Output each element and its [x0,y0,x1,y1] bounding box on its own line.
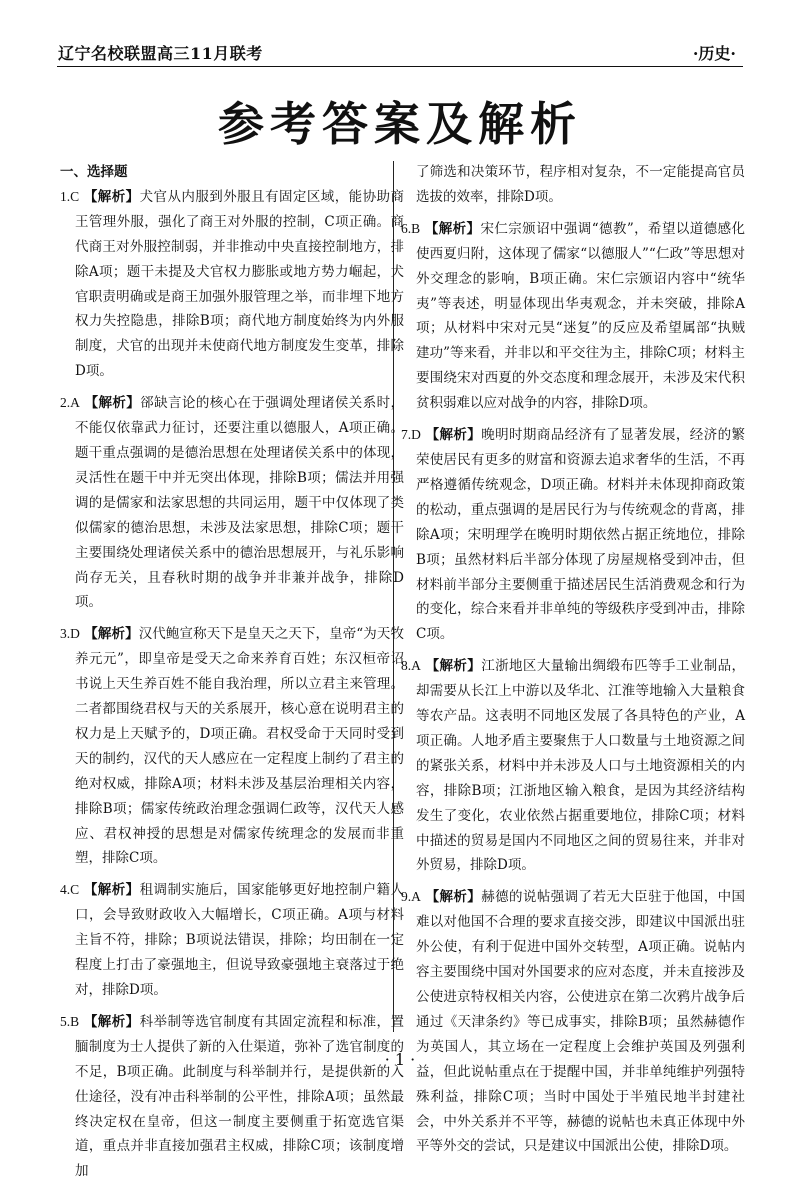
section-title: 一、选择题 [60,164,128,180]
analysis-tag: 【解析】 [425,889,482,906]
answer-text: 租调制实施后，国家能够更好地控制户籍人口，会导致财政收入大幅增长，C项正确。A项与材料主旨不符，排除；B项说法错误，排除；均田制在一定程度上打击了豪强地主，但说导致豪强地主衰落过于绝对，排除D项。 [75,882,404,998]
answer-text: 郤缺言论的核心在于强调处理诸侯关系时，不能仅依靠武力征讨，还要注重以德服人，A项正确。题干重点强调的是德治思想在处理诸侯关系中的体现，灵活性在题干中并无突出体现，排除B项；儒法并用强调的是儒家和法家思想的共同运用，题干中仅体现了类似儒家的德治思想，未涉及法家思想，排除C项；题干主要围绕处理诸侯关系中的德治思想展开，与礼乐影响尚存无关，且春秋时期的战争并非兼并战争，排除D项。 [75,395,405,611]
answer-item [401,217,745,416]
left-column [60,160,404,1191]
answer-text: 赫德的说帖强调了若无大臣驻于他国，中国难以对他国不合理的要求直接交涉，即建议中国派出驻外公使，有利于促进中国外交转型，A项正确。说帖内容主要围绕中国对外国要求的应对态度，并未直接涉及公使进京特权相关内容，公使进京在第二次鸦片战争后通过《天津条约》等已成事实，排除B项；虽然赫德作为英国人，其立场在一定程度上会维护英国及列强利益，但此说帖重点在于提醒中国，并非单纯维护列强特殊利益，排除C项；当时中国处于半殖民地半封建社会，中外关系并不平等，赫德的说帖也未真正体现中外平等外交的尝试，只是建议中国派出公使，排除D项。 [416,889,746,1155]
answer-label: 7.D [401,427,421,443]
answer-label: 6.B [401,220,421,236]
answer-text: 宋仁宗颁诏中强调“德教”，希望以道德感化使西夏归附，这体现了儒家“以德服人”“仁政”等思想对外交理念的影响，B项正确。宋仁宗颁诏内容中“统华夷”等表述，明显体现出华夷观念，并未突破，排除A项；从材料中宋对元昊“迷复”的反应及希望属部“执贼建功”等来看，并非以和平交往为主，排除C项；材料主要围绕宋对西夏的外交态度和理念展开，未涉及宋代积贫积弱难以应对战争的内容，排除D项。 [416,220,745,412]
answer-text: 科举制等选官制度有其固定流程和标准，置腼制度为士人提供了新的入仕渠道，弥补了选官制度的不足，B项正确。此制度与科举制并行，是提供新的入仕途径，没有冲击科举制的公平性，排除A项；虽然最终决定权在皇帝，但这一制度主要侧重于拓宽选官渠道，重点并非直接加强君主权威，排除C项；该制度增加 [75,1013,404,1180]
header-exam-title: 辽宁名校联盟高三11月联考 [58,44,263,63]
answer-label: 3.D [60,626,80,642]
answer-continuation: 了筛选和决策环节，程序相对复杂，不一定能提高官员选拔的效率，排除D项。 [416,164,745,205]
page-number: · 1 · [384,1050,416,1069]
answer-text: 汉代鲍宣称天下是皇天之天下，皇帝“为天牧养元元”，即皇帝是受天之命来养育百姓；东汉桓帝诏书说上天生养百姓不能自我治理，所以立君主来管理。二者都围绕君权与天的关系展开，核心意在说明君主的权力是上天赋予的，D项正确。君权受命于天同时受到天的制约，汉代的天人感应在一定程度上制约了君主的绝对权威，排除A项；材料未涉及基层治理相关内容，排除B项；儒家传统政治理念强调仁政等，汉代天人感应、君权神授的思想是对儒家传统理念的发展而非重塑，排除C项。 [75,626,405,867]
answer-text: 犬官从内服到外服且有固定区域，能协助商王管理外服，强化了商王对外服的控制，C项正确。商代商王对外服控制弱，并非推动中央直接控制地方，排除A项；题干未提及犬官权力膨胀或地方势力崛起，犬官职责明确或是商王加强外服管理之举，而非埋下地方权力失控隐患，排除B项；商代地方制度始终为内外服制度，犬官的出现并未使商代地方制度发生变革，排除D项。 [75,188,404,380]
analysis-tag: 【解析】 [425,658,482,675]
analysis-tag: 【解析】 [83,188,140,205]
answer-item [60,391,404,615]
answer-item [401,654,745,878]
right-column [401,160,745,1166]
answer-item [401,885,745,1159]
analysis-tag: 【解析】 [84,626,139,643]
answer-label: 9.A [401,889,421,905]
left-items [60,185,404,1184]
answer-item [401,423,745,647]
answer-item [60,622,404,871]
analysis-tag: 【解析】 [424,220,481,237]
answer-item [60,1010,404,1184]
answer-item [60,185,404,384]
answer-label: 2.A [60,395,80,411]
header-subject: ·历史· [692,44,736,63]
analysis-tag: 【解析】 [83,882,140,899]
analysis-tag: 【解析】 [83,1013,140,1030]
answer-text: 晚明时期商品经济有了显著发展，经济的繁荣使居民有更多的财富和资源去追求奢华的生活，不再严格遵循传统观念，D项正确。材料并未体现抑商政策的松动，重点强调的是居民行为与传统观念的背离，排除A项；宋明理学在晚明时期依然占据正统地位，排除B项；虽然材料后半部分体现了房屋规格受到冲击，但材料前半部分主要侧重于描述居民生活消费观念和行为的变化，综合来看并非单纯的等级秩序受到冲击，排除C项。 [416,427,746,643]
analysis-tag: 【解析】 [84,395,141,412]
answer-text: 江浙地区大量输出绸缎布匹等手工业制品，却需要从长江上中游以及华北、江淮等地输入大量粮食等农产品。这表明不同地区发展了各具特色的产业，A项正确。人地矛盾主要聚焦于人口数量与土地资源之间的紧张关系，材料中并未涉及人口与土地资源相关的内容，排除B项；江浙地区输入粮食，是因为其经济结构发生了变化，农业依然占据重要地位，排除C项；材料中描述的贸易是国内不同地区之间的贸易往来，并非对外贸易，排除D项。 [416,658,746,874]
answer-item [60,878,404,1003]
header-rule [57,66,743,67]
answer-label: 5.B [60,1013,80,1029]
page-title: 参考答案及解析 [218,97,582,151]
answer-label: 8.A [401,658,421,674]
answer-label: 4.C [60,882,80,898]
answer-label: 1.C [60,188,80,204]
analysis-tag: 【解析】 [425,427,482,444]
